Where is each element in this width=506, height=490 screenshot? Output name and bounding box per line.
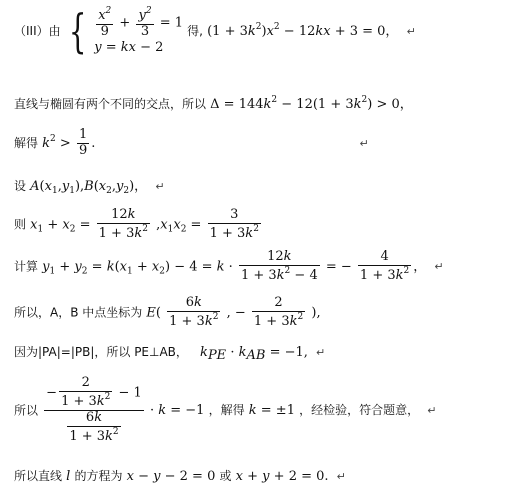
equation-system: $\frac{x^2}{9}$ + $\frac{y^2}{3}$ = 1 y = kx − 2	[94, 6, 183, 55]
text-suoyi: 所以	[14, 403, 39, 418]
text-or: 或	[219, 469, 232, 483]
return-mark: ↵	[434, 260, 444, 274]
line-discriminant: 直线与椭圆有两个不同的交点，所以 $\Delta = 144k^2 - 12(1 + 3k^2) > 0$，	[14, 95, 413, 112]
text-ze: 则	[14, 217, 27, 232]
text-jisuan: 计算	[14, 259, 39, 274]
compound-fraction: − $\frac{2}{1 + 3k^2}$ − 1 $\frac{6k}{1 + 3k^2}$	[46, 375, 142, 444]
text-midpoint: 所以，A，B 中点坐标为	[14, 305, 143, 320]
text-de: 得,	[187, 23, 203, 38]
part-label: （III）由	[14, 23, 61, 38]
line-symbol: l	[66, 469, 71, 484]
text-jiede: 解得	[14, 135, 39, 150]
text-conclusion: 所以直线	[14, 469, 63, 483]
text-jiede-2: ，解得	[208, 402, 245, 417]
return-mark: ↵	[359, 136, 369, 150]
return-mark: ↵	[155, 180, 165, 193]
left-brace: {	[68, 4, 87, 59]
line-y-sum: 计算 $y_1 + y_2 = k(x_1 + x_2) - 4 = k$ · $\frac{12k}{1 + 3k^2 - 4}$ = − $\frac{4}{1 + 3k^2}$ ， ↵	[14, 249, 444, 283]
text-perpendicular: 因为|PA|=|PB|，所以 PE⊥AB，	[14, 345, 188, 359]
line-system: （III）由 { $\frac{x^2}{9}$ + $\frac{y^2}{3}$ = 1 y = kx − 2 得, $(1 + 3k^2)x^2 - 12kx + 3 = 0$， ↵	[14, 4, 416, 59]
return-mark: ↵	[427, 403, 437, 417]
line-slope-product: 所以 − $\frac{2}{1 + 3k^2}$ − 1 $\frac{6k}{1 + 3k^2}$ · k = −1 ，解得 k = ±1 ，经检验，符合题意， ↵	[14, 375, 437, 444]
text-equation-is: 的方程为	[74, 469, 123, 483]
return-mark: ↵	[406, 24, 416, 38]
return-mark: ↵	[336, 470, 346, 483]
text-discriminant: 直线与椭圆有两个不同的交点，所以	[14, 97, 207, 111]
line-conclusion: 所以直线 l 的方程为 x − y − 2 = 0 或 x + y + 2 = 0. ↵	[14, 469, 346, 484]
line-set-points: 设 $A(x_1,y_1),B(x_2,y_2)$， ↵	[14, 179, 165, 196]
text-verified: ，经检验，符合题意，	[299, 402, 420, 417]
line-midpoint: 所以，A，B 中点坐标为 E( $\frac{6k}{1 + 3k^2}$ , − $\frac{2}{1 + 3k^2}$ ),	[14, 295, 321, 329]
line-solve-k: 解得 $k^2$ > $\frac{1}{9}$ . ↵	[14, 127, 369, 158]
return-mark: ↵	[316, 346, 326, 359]
line-perpendicular: 因为|PA|=|PB|，所以 PE⊥AB， $k_{PE} \cdot k_{AB} = -1$, ↵	[14, 345, 326, 363]
text-she: 设	[14, 179, 27, 193]
line-vieta: 则 $x_1 + x_2$ = $\frac{12k}{1 + 3k^2}$ $,x_1x_2$ = $\frac{3}{1 + 3k^2}$	[14, 207, 259, 241]
